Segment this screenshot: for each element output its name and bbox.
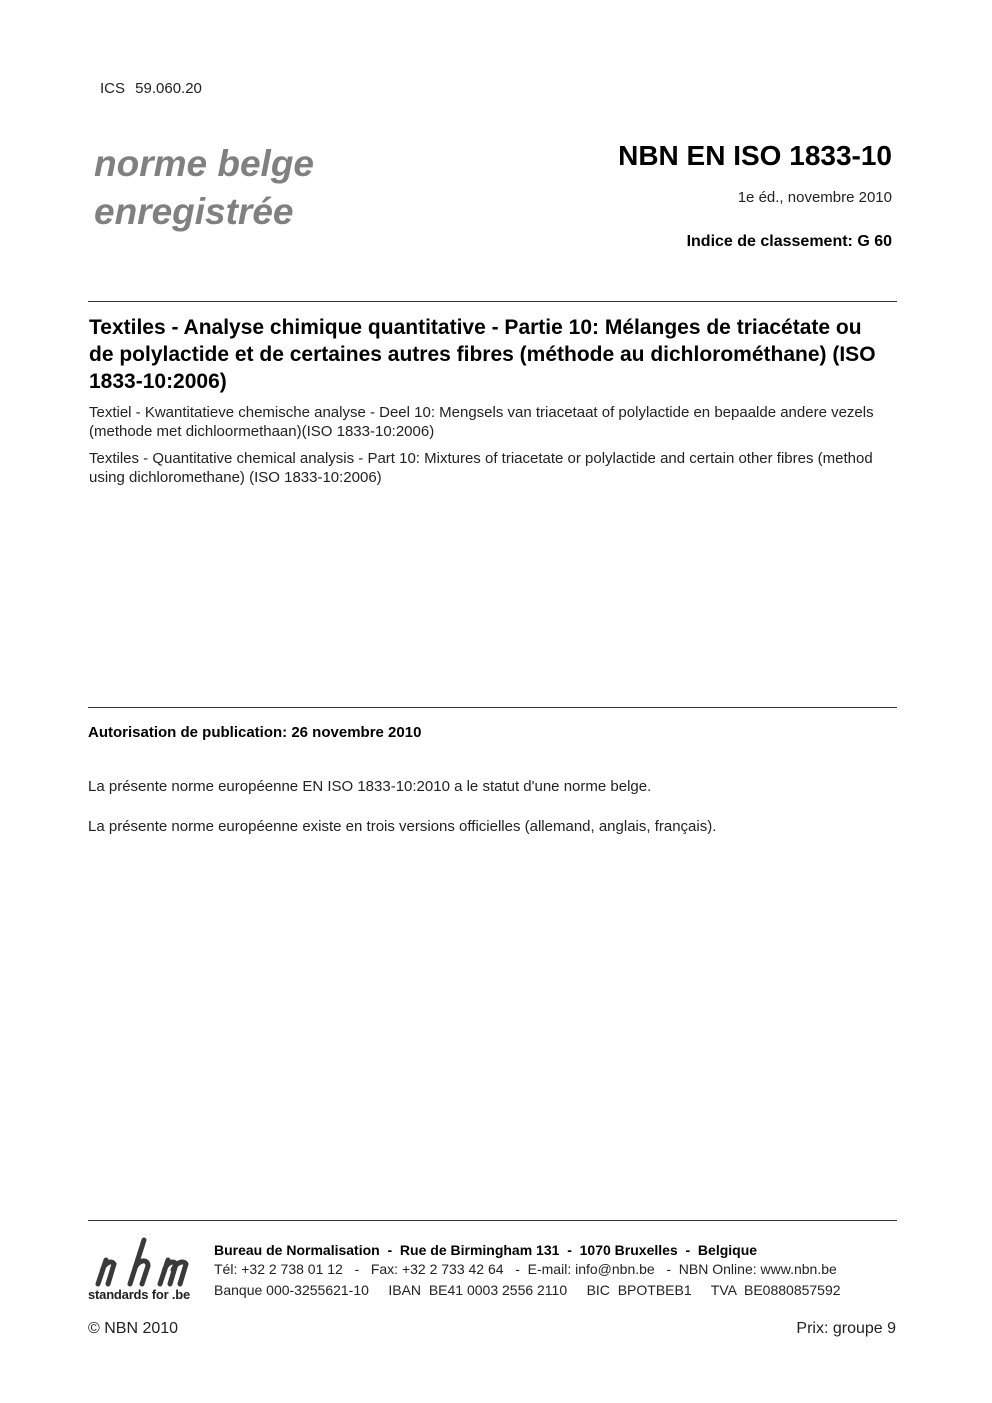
standard-number: NBN EN ISO 1833-10: [618, 140, 892, 171]
status-note: La présente norme européenne EN ISO 1833-10:2010 a le statut d'une norme belge.: [88, 778, 652, 795]
divider-footer: [88, 1220, 897, 1221]
title-dutch: Textiel - Kwantitatieve chemische analyse - Deel 10: Mengsels van triacetaat of polylactide en bepaalde andere vezels (methode met dichloormethaan)(ISO 1833-10:2006): [89, 404, 874, 440]
footer-contact: Tél: +32 2 738 01 12 - Fax: +32 2 733 42 64 - E-mail: info@nbn.be - NBN Online: www.nbn.be: [214, 1261, 837, 1277]
publication-authorization: Autorisation de publication: 26 novembre 2010: [88, 724, 422, 741]
edition: 1e éd., novembre 2010: [737, 189, 892, 206]
divider-middle: [88, 707, 897, 708]
norme-line-1: norme belge: [94, 143, 314, 184]
classification-index: Indice de classement: G 60: [686, 233, 892, 250]
norme-line-2: enregistrée: [94, 191, 294, 232]
copyright: © NBN 2010: [88, 1320, 179, 1337]
logo-tagline: standards for .be: [88, 1287, 191, 1302]
price-group: Prix: groupe 9: [796, 1320, 896, 1337]
ics-code: ICS 59.060.20: [100, 80, 202, 97]
title-english: Textiles - Quantitative chemical analysis - Part 10: Mixtures of triacetate or polylactide and certain other fibres (method using dichloromethane) (ISO 1833-10:2006): [89, 450, 873, 486]
norme-belge-heading: [94, 140, 314, 236]
versions-note: La présente norme européenne existe en trois versions officielles (allemand, anglais, français).: [88, 818, 717, 835]
footer-bank: Banque 000-3255621-10 IBAN BE41 0003 2556 2110 BIC BPOTBEB1 TVA BE0880857592: [214, 1282, 841, 1298]
divider-top: [88, 301, 897, 302]
title-french: Textiles - Analyse chimique quantitative - Partie 10: Mélanges de triacétate ou de polylactide et de certaines autres fibres (méthode au dichlorométhane) (ISO 1833-10:2006): [89, 316, 876, 393]
footer-address: Bureau de Normalisation - Rue de Birmingham 131 - 1070 Bruxelles - Belgique: [214, 1242, 758, 1258]
